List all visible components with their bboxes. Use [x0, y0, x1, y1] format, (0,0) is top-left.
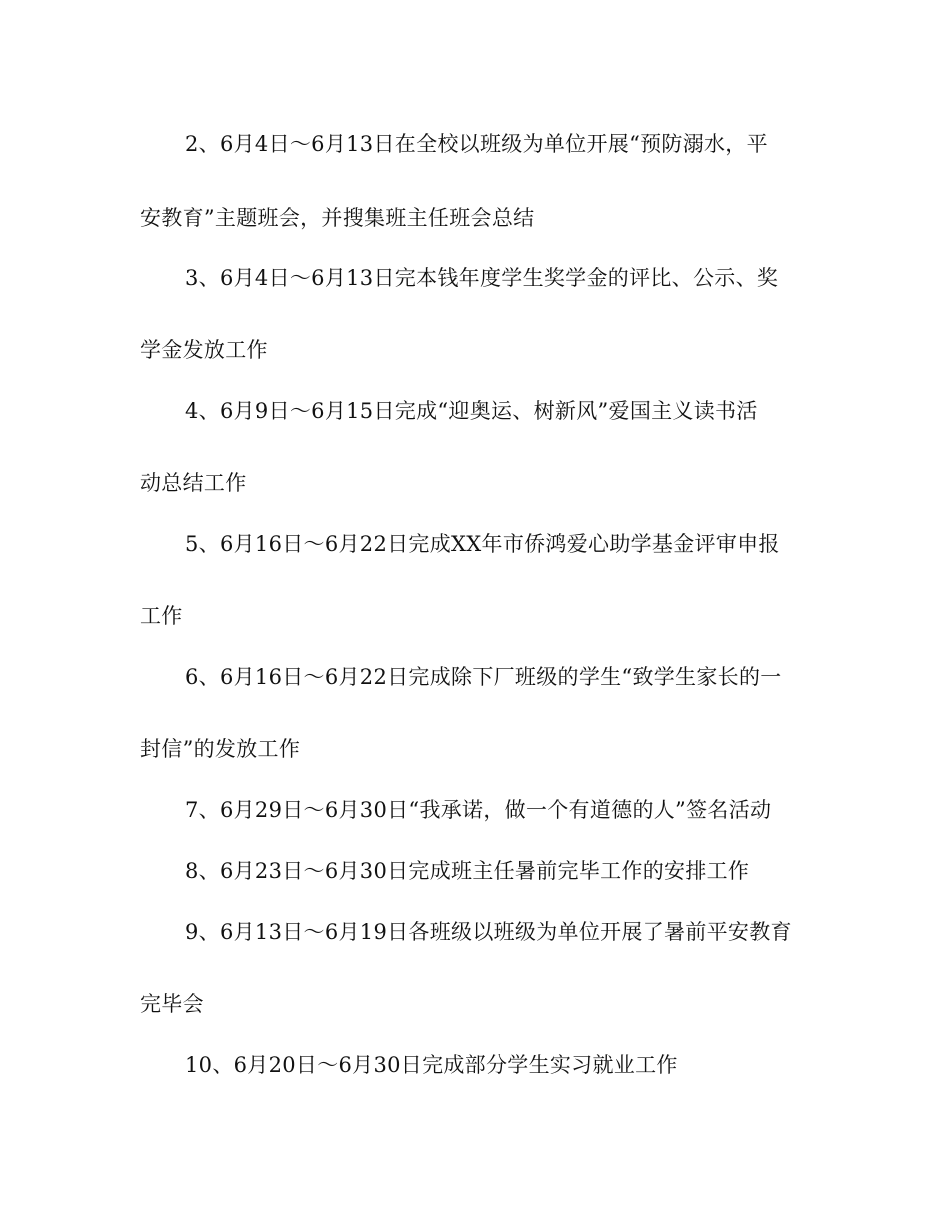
item-3-line-2: 学金发放工作: [140, 338, 268, 362]
item-6-line-2: 封信”的发放工作: [140, 737, 301, 761]
item-10-line-1: 10、6月20日～6月30日完成部分学生实习就业工作: [185, 1053, 678, 1077]
item-2-line-2: 安教育”主题班会，并搜集班主任班会总结: [140, 206, 535, 230]
item-9-line-1: 9、6月13日～6月19日各班级以班级为单位开展了暑前平安教育: [185, 920, 792, 944]
item-3-line-1: 3、6月4日～6月13日完本钱年度学生奖学金的评比、公示、奖: [185, 266, 779, 290]
item-7-line-1: 7、6月29日～6月30日“我承诺，做一个有道德的人”签名活动: [185, 798, 772, 822]
item-9-line-2: 完毕会: [140, 992, 204, 1016]
item-5-line-2: 工作: [140, 604, 183, 628]
item-4-line-1: 4、6月9日～6月15日完成“迎奥运、树新风”爱国主义读书活: [185, 399, 758, 423]
item-8-line-1: 8、6月23日～6月30日完成班主任暑前完毕工作的安排工作: [185, 859, 750, 883]
item-4-line-2: 动总结工作: [140, 471, 247, 495]
item-6-line-1: 6、6月16日～6月22日完成除下厂班级的学生“致学生家长的一: [185, 665, 782, 689]
item-5-line-1: 5、6月16日～6月22日完成XX年市侨鸿爱心助学基金评审申报: [185, 532, 780, 556]
item-2-line-1: 2、6月4日～6月13日在全校以班级为单位开展“预防溺水，平: [185, 132, 768, 156]
